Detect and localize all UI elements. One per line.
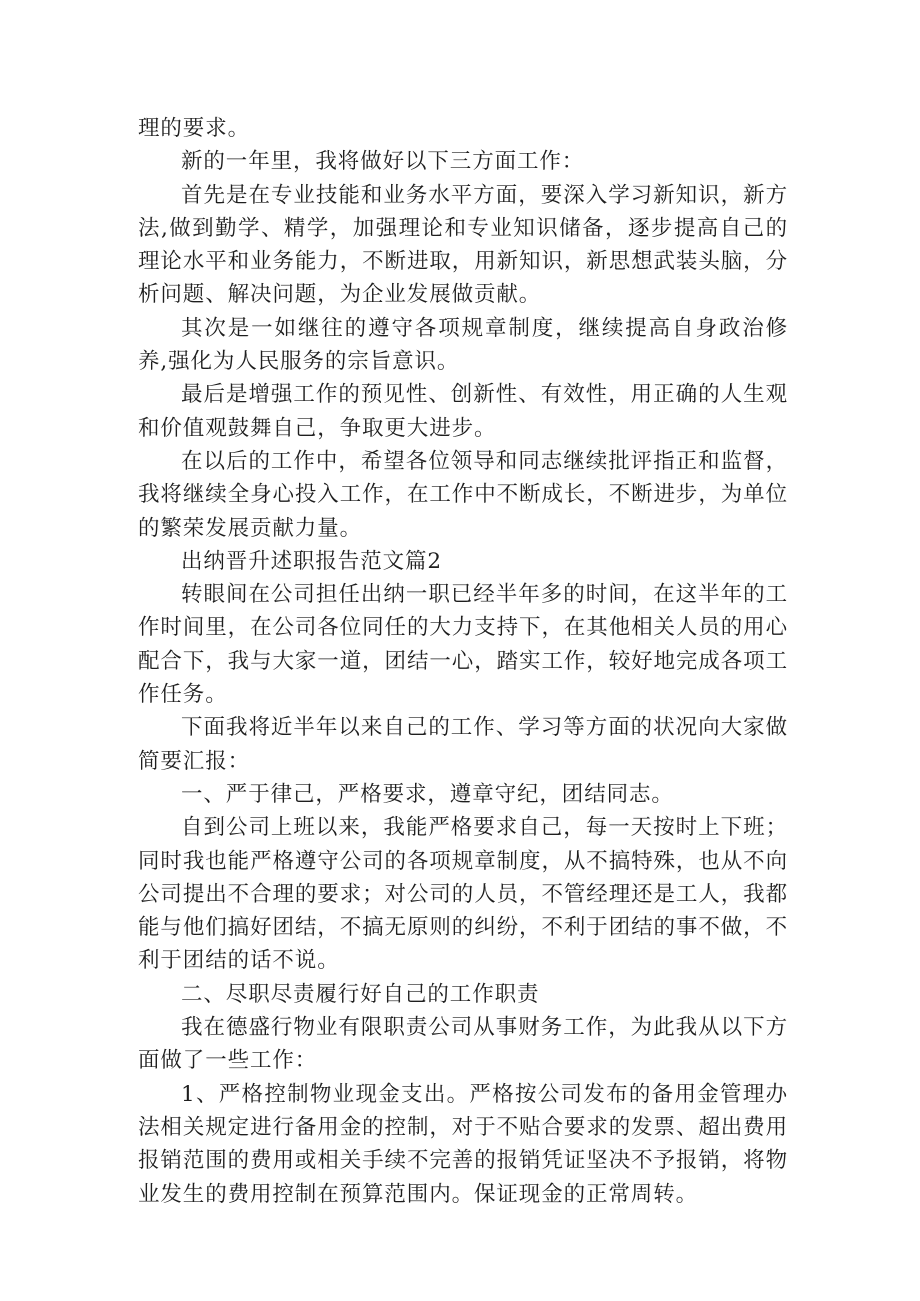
paragraph-8: 转眼间在公司担任出纳一职已经半年多的时间，在这半年的工作时间里，在公司各位同任的大力支持下，在其他相关人员的用心配合下，我与大家一道，团结一心，踏实工作，较好地完成各项工作任务。 — [138, 582, 788, 708]
paragraph-2: 新的一年里，我将做好以下三方面工作： — [181, 149, 585, 175]
paragraph-3: 首先是在专业技能和业务水平方面，要深入学习新知识，新方法,做到勤学、精学，加强理论和专业知识储备，逐步提高自己的理论水平和业务能力，不断进取，用新知识，新思想武装头脑，分析问题、解决问题，为企业发展做贡献。 — [138, 182, 788, 308]
paragraph-5: 最后是增强工作的预见性、创新性、有效性，用正确的人生观和价值观鼓舞自己，争取更大进步。 — [138, 382, 788, 441]
subheading-2: 二、尽职尽责履行好自己的工作职责 — [181, 981, 540, 1007]
paragraph-4: 其次是一如继往的遵守各项规章制度，继续提高自身政治修养,强化为人民服务的宗旨意识。 — [138, 315, 788, 375]
paragraph-13: 我在德盛行物业有限职责公司从事财务工作，为此我从以下方面做了一些工作： — [138, 1015, 788, 1074]
paragraph-14: 1、严格控制物业现金支出。严格按公司发布的备用金管理办法相关规定进行备用金的控制，对于不贴合要求的发票、超出费用报销范围的费用或相关手续不完善的报销凭证坚决不予报销，将物业发生的费用控制在预算范围内。保证现金的正常周转。 — [138, 1081, 788, 1207]
paragraph-1: 理的要求。 — [138, 116, 251, 141]
paragraph-6: 在以后的工作中，希望各位领导和同志继续批评指正和监督，我将继续全身心投入工作，在工作中不断成长，不断进步，为单位的繁荣发展贡献力量。 — [138, 448, 788, 541]
paragraph-9: 下面我将近半年以来自己的工作、学习等方面的状况向大家做简要汇报： — [138, 715, 788, 774]
document-body — [138, 112, 788, 1211]
subheading-1: 一、严于律己，严格要求，遵章守纪，团结同志。 — [181, 781, 674, 807]
paragraph-11: 自到公司上班以来，我能严格要求自己，每一天按时上下班；同时我也能严格遵守公司的各项规章制度，从不搞特殊，也从不向公司提出不合理的要求；对公司的人员，不管经理还是工人，我都能与他们搞好团结，不搞无原则的纠纷，不利于团结的事不做，不利于团结的话不说。 — [138, 815, 788, 974]
section-heading-2: 出纳晋升述职报告范文篇2 — [181, 548, 442, 574]
